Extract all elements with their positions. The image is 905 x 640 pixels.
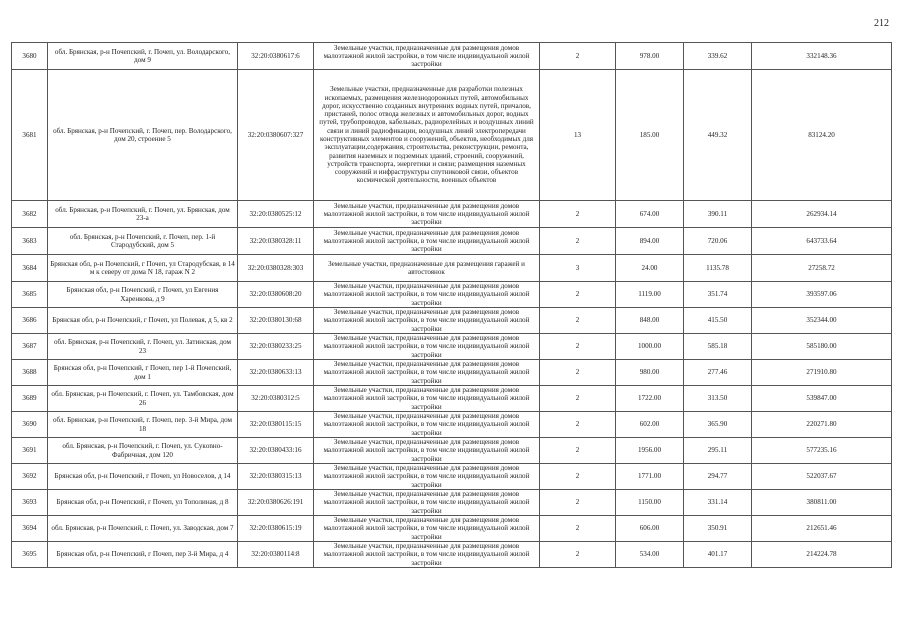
cadastral-value-cell: 83124.20 [752,70,892,201]
cadastral-number-cell: 32:20:0380233:25 [238,334,314,360]
group-code-cell: 2 [540,228,616,255]
area-cell: 674.00 [616,201,684,228]
table-row [12,228,892,255]
land-use-cell: Земельные участки, предназначенные для размещения домов малоэтажной жилой застройки, в том числе индивидуальной жилой застройки [314,490,540,516]
land-use-cell: Земельные участки, предназначенные для размещения домов малоэтажной жилой застройки, в том числе индивидуальной жилой застройки [314,464,540,490]
land-use-cell: Земельные участки, предназначенные для размещения домов малоэтажной жилой застройки, в том числе индивидуальной жилой застройки [314,412,540,438]
address-cell: Брянская обл, р-н Почепский, г Почеп, пер 3-й Мира, д 4 [48,542,238,568]
area-cell: 602.00 [616,412,684,438]
row-number: 3682 [12,201,48,228]
row-number: 3687 [12,334,48,360]
area-cell: 978.00 [616,43,684,70]
specific-value-cell: 365.90 [684,412,752,438]
row-number: 3688 [12,360,48,386]
area-cell: 185.00 [616,70,684,201]
cadastral-number-cell: 32:20:0380633:13 [238,360,314,386]
address-cell: обл. Брянская, р-н Почепский, г. Почеп, ул. Сукonно-Фабричная, дом 120 [48,438,238,464]
table-row [12,386,892,412]
cadastral-number-cell: 32:20:0380433:16 [238,438,314,464]
table-row [12,464,892,490]
specific-value-cell: 720.06 [684,228,752,255]
address-cell: обл. Брянская, р-н Почепский, г. Почеп, ул. Володарского, дом 9 [48,43,238,70]
cadastral-number-cell: 32:20:0380115:15 [238,412,314,438]
cadastral-value-cell: 522037.67 [752,464,892,490]
table-row [12,70,892,201]
area-cell: 1119.00 [616,282,684,308]
specific-value-cell: 585.18 [684,334,752,360]
cadastral-number-cell: 32:20:0380626:191 [238,490,314,516]
row-number: 3692 [12,464,48,490]
cadastral-value-cell: 539847.00 [752,386,892,412]
table-row [12,334,892,360]
land-use-cell: Земельные участки, предназначенные для размещения домов малоэтажной жилой застройки, в том числе индивидуальной жилой застройки [314,360,540,386]
area-cell: 980.00 [616,360,684,386]
cadastral-value-cell: 27258.72 [752,255,892,282]
cadastral-number-cell: 32:20:0380312:5 [238,386,314,412]
group-code-cell: 2 [540,412,616,438]
group-code-cell: 2 [540,308,616,334]
address-cell: Брянская обл, р-н Почепский, г Почеп, ул Стародубская, в 14 м к северу от дома N 18, гараж N 2 [48,255,238,282]
row-number: 3680 [12,43,48,70]
specific-value-cell: 339.62 [684,43,752,70]
cadastral-value-cell: 271910.80 [752,360,892,386]
specific-value-cell: 415.50 [684,308,752,334]
cadastral-number-cell: 32:20:0380607:327 [238,70,314,201]
cadastral-number-cell: 32:20:0380315:13 [238,464,314,490]
group-code-cell: 3 [540,255,616,282]
land-registry-table [11,42,892,568]
group-code-cell: 2 [540,334,616,360]
land-use-cell: Земельные участки, предназначенные для размещения домов малоэтажной жилой застройки, в том числе индивидуальной жилой застройки [314,308,540,334]
table-row [12,201,892,228]
cadastral-value-cell: 214224.78 [752,542,892,568]
cadastral-value-cell: 212651.46 [752,516,892,542]
specific-value-cell: 331.14 [684,490,752,516]
address-cell: Брянская обл, р-н Почепский, г Почеп, пер 1-й Почепский, дом 1 [48,360,238,386]
row-number: 3693 [12,490,48,516]
cadastral-value-cell: 643733.64 [752,228,892,255]
specific-value-cell: 401.17 [684,542,752,568]
row-number: 3691 [12,438,48,464]
address-cell: обл. Брянская, р-н Почепский, г. Почеп, пер. 3-й Мира, дом 18 [48,412,238,438]
land-use-cell: Земельные участки, предназначенные для размещения домов малоэтажной жилой застройки, в том числе индивидуальной жилой застройки [314,438,540,464]
table-row [12,516,892,542]
cadastral-value-cell: 262934.14 [752,201,892,228]
land-use-cell: Земельные участки, предназначенные для размещения домов малоэтажной жилой застройки, в том числе индивидуальной жилой застройки [314,201,540,228]
cadastral-value-cell: 220271.80 [752,412,892,438]
cadastral-number-cell: 32:20:0380617:6 [238,43,314,70]
specific-value-cell: 277.46 [684,360,752,386]
cadastral-value-cell: 393597.06 [752,282,892,308]
group-code-cell: 2 [540,360,616,386]
row-number: 3689 [12,386,48,412]
specific-value-cell: 351.74 [684,282,752,308]
area-cell: 848.00 [616,308,684,334]
group-code-cell: 2 [540,386,616,412]
land-use-cell: Земельные участки, предназначенные для размещения домов малоэтажной жилой застройки, в том числе индивидуальной жилой застройки [314,542,540,568]
specific-value-cell: 449.32 [684,70,752,201]
row-number: 3686 [12,308,48,334]
specific-value-cell: 313.50 [684,386,752,412]
area-cell: 1771.00 [616,464,684,490]
group-code-cell: 2 [540,438,616,464]
group-code-cell: 2 [540,282,616,308]
row-number: 3683 [12,228,48,255]
table-row [12,255,892,282]
cadastral-number-cell: 32:20:0380328:11 [238,228,314,255]
row-number: 3690 [12,412,48,438]
area-cell: 1722.00 [616,386,684,412]
group-code-cell: 2 [540,490,616,516]
group-code-cell: 2 [540,542,616,568]
cadastral-number-cell: 32:20:0380608:20 [238,282,314,308]
specific-value-cell: 294.77 [684,464,752,490]
address-cell: обл. Брянская, р-н Почепский, г. Почеп, ул. Заводская, дом 7 [48,516,238,542]
address-cell: Брянская обл, р-н Почепский, г Почеп, ул Тополиная, д 8 [48,490,238,516]
specific-value-cell: 1135.78 [684,255,752,282]
table-row [12,490,892,516]
group-code-cell: 2 [540,201,616,228]
table-row [12,282,892,308]
row-number: 3681 [12,70,48,201]
land-use-cell: Земельные участки, предназначенные для размещения домов малоэтажной жилой застройки, в том числе индивидуальной жилой застройки [314,334,540,360]
table-row [12,308,892,334]
address-cell: обл. Брянская, р-н Почепский, г. Почеп, ул. Тамбовская, дом 26 [48,386,238,412]
land-use-cell: Земельные участки, предназначенные для разработки полезных ископаемых, размещения железнодорожных путей, автомобильных дорог, искусственно созданных внутренних водных путей, причалов, пристаней, полос отвода железных и автомобильных дорог, водных путей, трубопроводов, кабельных, радиорелейных и воздушных линий связи и линий радиофикации, воздушных линий электропередачи конструктивных элементов и сооружений, объектов, необходимых для эксплуатации,содержания, строительства, реконструкции, ремонта, развития наземных и подземных зданий, строений, сооружений, устройств транспорта, энергетики и связи; размещения наземных сооружений и инфраструктуры спутниковой связи, объектов космической деятельности, военных объектов [314,70,540,201]
land-use-cell: Земельные участки, предназначенные для размещения домов малоэтажной жилой застройки, в том числе индивидуальной жилой застройки [314,228,540,255]
group-code-cell: 2 [540,43,616,70]
address-cell: обл. Брянская, р-н Почепский, г. Почеп, пер. 1-й Стародубский, дом 5 [48,228,238,255]
table-row [12,360,892,386]
cadastral-number-cell: 32:20:0380328:303 [238,255,314,282]
specific-value-cell: 295.11 [684,438,752,464]
row-number: 3685 [12,282,48,308]
cadastral-number-cell: 32:20:0380615:19 [238,516,314,542]
address-cell: Брянская обл, р-н Почепский, г Почеп, ул Евгения Харенкова, д 9 [48,282,238,308]
address-cell: обл. Брянская, р-н Почепский, г. Почеп, ул. Брянская, дом 23-а [48,201,238,228]
cadastral-value-cell: 352344.00 [752,308,892,334]
cadastral-number-cell: 32:20:0380525:12 [238,201,314,228]
area-cell: 1956.00 [616,438,684,464]
cadastral-number-cell: 32:20:0380130:68 [238,308,314,334]
table-row [12,43,892,70]
address-cell: Брянская обл, р-н Почепский, г Почеп, ул Новоселов, д 14 [48,464,238,490]
area-cell: 894.00 [616,228,684,255]
cadastral-value-cell: 577235.16 [752,438,892,464]
row-number: 3695 [12,542,48,568]
land-use-cell: Земельные участки, предназначенные для размещения домов малоэтажной жилой застройки, в том числе индивидуальной жилой застройки [314,386,540,412]
row-number: 3694 [12,516,48,542]
address-cell: Брянская обл, р-н Почепский, г Почеп, ул Полевая, д 5, кв 2 [48,308,238,334]
area-cell: 24.00 [616,255,684,282]
land-use-cell: Земельные участки, предназначенные для размещения домов малоэтажной жилой застройки, в том числе индивидуальной жилой застройки [314,43,540,70]
area-cell: 1150.00 [616,490,684,516]
specific-value-cell: 350.91 [684,516,752,542]
area-cell: 606.00 [616,516,684,542]
cadastral-number-cell: 32:20:0380114:8 [238,542,314,568]
land-use-cell: Земельные участки, предназначенные для размещения гаражей и автостоянок [314,255,540,282]
table-row [12,438,892,464]
cadastral-value-cell: 585180.00 [752,334,892,360]
area-cell: 534.00 [616,542,684,568]
group-code-cell: 2 [540,516,616,542]
land-use-cell: Земельные участки, предназначенные для размещения домов малоэтажной жилой застройки, в том числе индивидуальной жилой застройки [314,516,540,542]
area-cell: 1000.00 [616,334,684,360]
table-row [12,542,892,568]
land-use-cell: Земельные участки, предназначенные для размещения домов малоэтажной жилой застройки, в том числе индивидуальной жилой застройки [314,282,540,308]
page-number: 212 [874,18,889,29]
group-code-cell: 13 [540,70,616,201]
table-row [12,412,892,438]
cadastral-value-cell: 380811.00 [752,490,892,516]
group-code-cell: 2 [540,464,616,490]
specific-value-cell: 390.11 [684,201,752,228]
address-cell: обл. Брянская, р-н Почепский, г. Почеп, пер. Володарского, дом 20, строение 5 [48,70,238,201]
address-cell: обл. Брянская, р-н Почепский, г. Почеп, ул. Затинская, дом 23 [48,334,238,360]
cadastral-value-cell: 332148.36 [752,43,892,70]
row-number: 3684 [12,255,48,282]
